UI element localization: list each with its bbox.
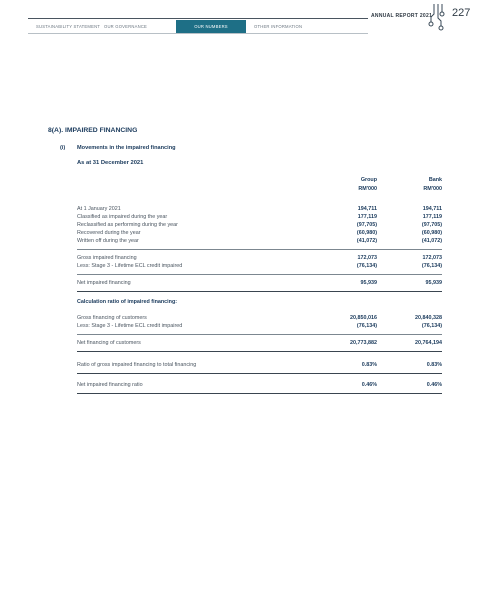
bank-value: 95,939 xyxy=(425,280,442,286)
row-label: Reclassified as performing during the year xyxy=(77,222,178,228)
row-label: Ratio of gross impaired financing to total financing xyxy=(77,362,197,368)
bank-value: 20,764,194 xyxy=(415,340,442,346)
table-row xyxy=(77,263,442,271)
group-value: (76,134) xyxy=(356,263,377,269)
column-unit-group: RM'000 xyxy=(358,186,377,192)
row-label: Net financing of customers xyxy=(77,340,141,346)
bank-value: 177,119 xyxy=(422,214,442,220)
nav-tab-our-numbers[interactable]: OUR NUMBERS xyxy=(176,20,246,33)
table-row xyxy=(77,362,442,370)
group-value: (97,705) xyxy=(356,222,377,228)
table-divider xyxy=(77,291,442,292)
table-row xyxy=(77,255,442,263)
page-number: 227 xyxy=(452,7,471,19)
table-row xyxy=(77,323,442,331)
calculation-heading xyxy=(77,299,442,307)
annual-report-label: ANNUAL REPORT 2021 xyxy=(371,13,433,19)
circuit-logo-icon xyxy=(428,4,448,32)
group-value: 0.83% xyxy=(361,362,377,368)
table-row xyxy=(77,214,442,222)
group-value: (60,980) xyxy=(356,230,377,236)
bank-value: (76,134) xyxy=(421,263,442,269)
column-unit-bank: RM'000 xyxy=(423,186,442,192)
row-label: Calculation ratio of impaired financing: xyxy=(77,299,178,305)
nav-tab-governance[interactable]: OUR GOVERNANCE xyxy=(104,24,148,29)
table-row xyxy=(77,222,442,230)
header-top-rule xyxy=(28,18,368,19)
section-nav xyxy=(28,20,326,33)
bank-value: (60,980) xyxy=(421,230,442,236)
group-value: (76,134) xyxy=(356,323,377,329)
column-header-bank: Bank xyxy=(428,177,442,183)
bank-value: (76,134) xyxy=(421,323,442,329)
sub-section-title: Movements in the impaired financing xyxy=(77,145,176,151)
group-value: 0.46% xyxy=(361,382,377,388)
table-row xyxy=(77,230,442,238)
as-at-date: As at 31 December 2021 xyxy=(77,160,144,166)
bank-value: 172,073 xyxy=(422,255,442,261)
table-divider xyxy=(77,249,442,250)
table-row xyxy=(77,340,442,348)
table-row xyxy=(77,206,442,214)
row-label: Classified as impaired during the year xyxy=(77,214,168,220)
bank-value: 0.46% xyxy=(426,382,442,388)
sub-section-marker: (i) xyxy=(60,145,66,151)
bank-value: 0.83% xyxy=(426,362,442,368)
group-value: 177,119 xyxy=(357,214,377,220)
table-row xyxy=(77,382,442,390)
row-label: At 1 January 2021 xyxy=(77,206,121,212)
table-divider xyxy=(77,274,442,275)
column-header-group: Group xyxy=(360,177,377,183)
table-row xyxy=(77,315,442,323)
group-value: 20,850,016 xyxy=(350,315,377,321)
group-value: (41,072) xyxy=(356,238,377,244)
nav-bottom-rule xyxy=(28,33,368,34)
row-label: Written off during the year xyxy=(77,238,139,244)
table-divider xyxy=(77,351,442,352)
row-label: Recovered during the year xyxy=(77,230,141,236)
bank-value: (97,705) xyxy=(421,222,442,228)
row-label: Net impaired financing xyxy=(77,280,131,286)
group-value: 95,939 xyxy=(360,280,377,286)
group-value: 194,711 xyxy=(357,206,377,212)
section-title: 8(A). IMPAIRED FINANCING xyxy=(48,127,138,134)
nav-tab-sustainability[interactable]: SUSTAINABILITY STATEMENT xyxy=(36,24,101,29)
table-divider xyxy=(77,334,442,335)
group-value: 20,773,882 xyxy=(350,340,377,346)
row-label: Net impaired financing ratio xyxy=(77,382,143,388)
row-label: Less: Stage 3 - Lifetime ECL credit impaired xyxy=(77,263,183,269)
table-divider xyxy=(77,373,442,374)
row-label: Gross impaired financing xyxy=(77,255,137,261)
bank-value: 194,711 xyxy=(422,206,442,212)
bank-value: 20,840,328 xyxy=(415,315,442,321)
table-row xyxy=(77,280,442,288)
bank-value: (41,072) xyxy=(421,238,442,244)
table-row xyxy=(77,238,442,246)
group-value: 172,073 xyxy=(357,255,377,261)
table-divider xyxy=(77,393,442,394)
nav-tab-other-information[interactable]: OTHER INFORMATION xyxy=(254,24,303,29)
row-label: Less: Stage 3 - Lifetime ECL credit impaired xyxy=(77,323,183,329)
row-label: Gross financing of customers xyxy=(77,315,147,321)
